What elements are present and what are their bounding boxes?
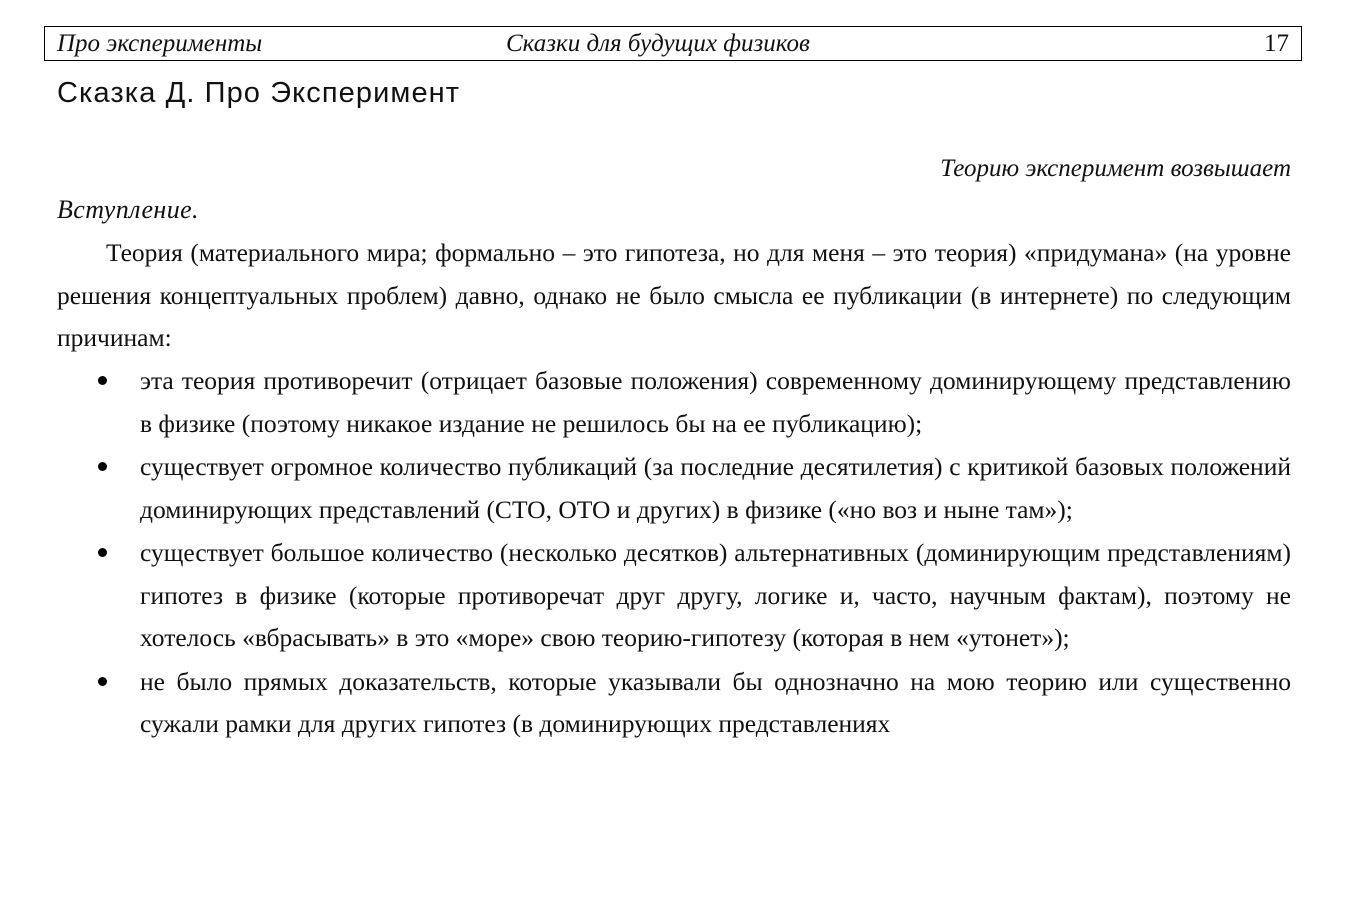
header-book-title: Сказки для будущих физиков [506,30,810,57]
intro-heading: Вступление. [57,195,199,224]
body-text [57,232,1291,360]
intro-paragraph: Теория (материального мира; формально – это гипотеза, но для меня – это теория) «придумана» (на уровне решения концептуальных проблем) давно, однако не было смысла ее публикации (в интернете) по следующим причинам: [57,238,1291,352]
page-number: 17 [1264,30,1289,57]
chapter-title: Сказка Д. Про Эксперимент [57,77,461,109]
list-item-text: существует огромное количество публикаций (за последние десятилетия) с критикой базовых положений доминирующих представлений (СТО, ОТО и других) в физике («но воз и ныне там»); [140,452,1291,524]
bullet-icon [98,376,107,385]
bullet-icon [98,462,107,471]
reasons-list [140,360,1291,747]
list-item [140,661,1291,746]
header-section-title: Про эксперименты [57,30,263,57]
bullet-icon [98,548,107,557]
list-item-text: не было прямых доказательств, которые указывали бы однозначно на мою теорию или существенно сужали рамки для других гипотез (в доминирующих представлениях [140,666,1291,738]
list-item [140,446,1291,531]
list-item [140,360,1291,445]
list-item-text: эта теория противоречит (отрицает базовые положения) современному доминирующему представлению в физике (поэтому никакое издание не решилось бы на ее публикацию); [140,366,1291,438]
page-header [44,26,1302,61]
list-item-text: существует большое количество (несколько десятков) альтернативных (доминирующим представлениям) гипотез в физике (которые противоречат друг другу, логике и, часто, научным фактам), поэтому не хотелось «вбрасывать» в это «море» свою теорию-гипотезу (которая в нем «утонет»); [140,538,1291,652]
bullet-icon [98,677,107,686]
epigraph: Теорию эксперимент возвышает [940,155,1291,182]
list-item [140,532,1291,660]
